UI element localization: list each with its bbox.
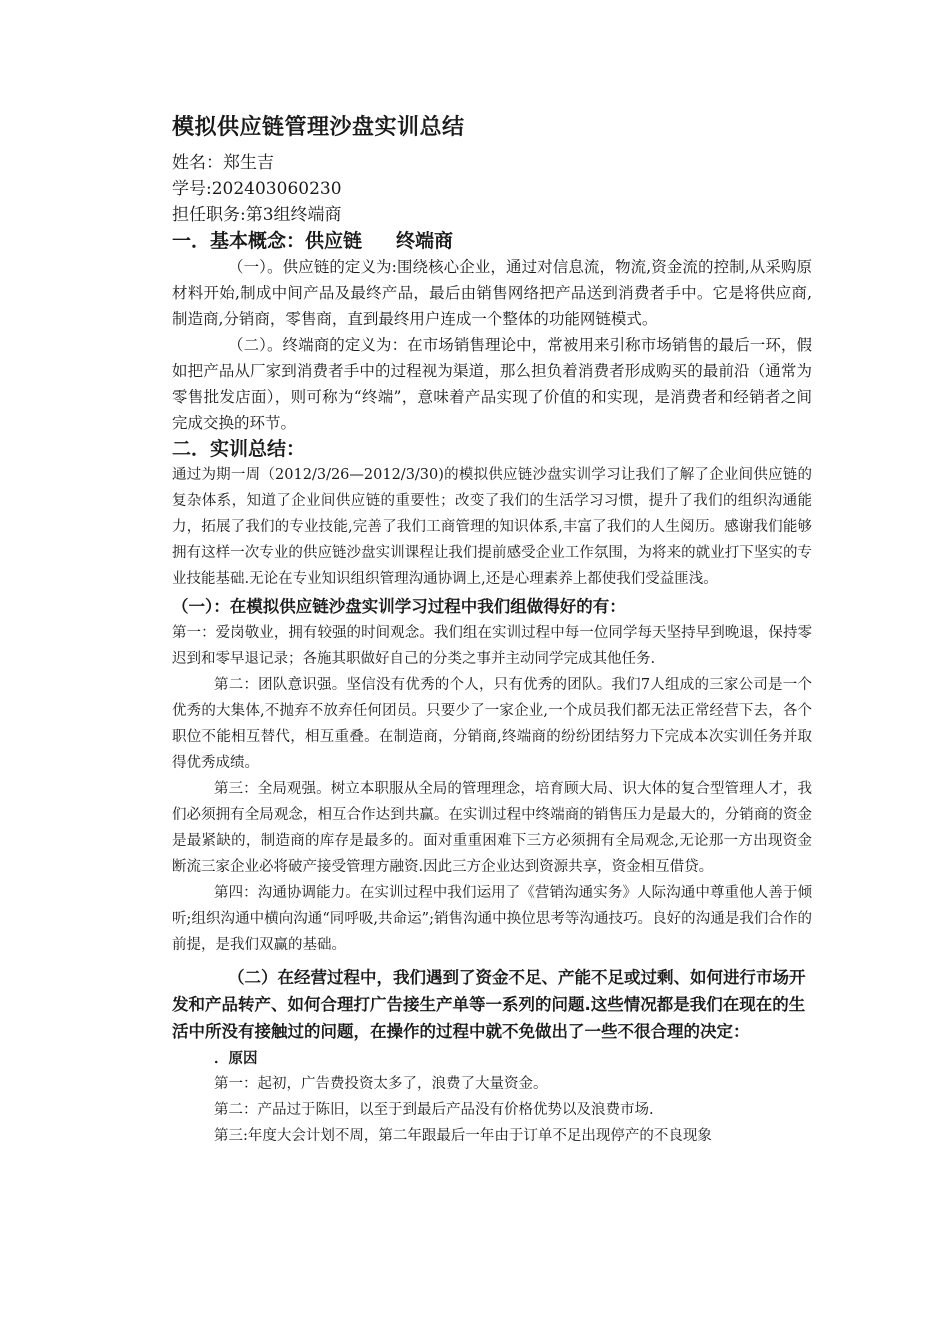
- strength-item-2: 第二：团队意识强。坚信没有优秀的个人，只有优秀的团队。我们7人组成的三家公司是一个优秀的大集体,不抛弃不放弃任何团员。只要少了一家企业,一个成员我们都无法正常经营下去，各个职位不能相互替代，相互重叠。在制造商，分销商,终端商的纷纷团结努力下完成本次实训任务并取得优秀成绩。: [172, 677, 812, 771]
- section1-heading-b: 终端商: [396, 230, 454, 252]
- cause-heading: ．原因: [214, 1051, 258, 1067]
- author-name: 姓名：郑生吉: [172, 153, 274, 173]
- student-id: 学号:202403060230: [172, 179, 342, 199]
- role: 担任职务:第3组终端商: [172, 205, 342, 225]
- cause-item-3: 第三:年度大会计划不周，第二年跟最后一年由于订单不足出现停产的不良现象: [214, 1128, 712, 1144]
- section1-heading: [172, 228, 812, 254]
- section1-heading-a: 一．基本概念：供应链: [172, 230, 363, 252]
- subsection2-heading: （二）在经营过程中，我们遇到了资金不足、产能不足或过剩、如何进行市场开发和产品转产、如何合理打广告接生产单等一系列的问题.这些情况都是我们在现在的生活中所没有接触过的问题，在操作的过程中就不免做出了一些不很合理的决定：: [172, 968, 806, 1041]
- subsection1-heading: （一）：在模拟供应链沙盘实训学习过程中我们组做得好的有：: [172, 597, 626, 616]
- document-title: 模拟供应链管理沙盘实训总结: [172, 115, 465, 140]
- section2-heading: 二．实训总结：: [172, 438, 306, 460]
- document-page: [172, 112, 812, 1149]
- cause-item-2: 第二：产品过于陈旧，以至于到最后产品没有价格优势以及浪费市场.: [214, 1102, 654, 1118]
- strength-item-4: 第四：沟通协调能力。在实训过程中我们运用了《营销沟通实务》人际沟通中尊重他人善于倾听;组织沟通中横向沟通“同呼吸,共命运”;销售沟通中换位思考等沟通技巧。良好的沟通是我们合作的前提，是我们双赢的基础。: [172, 885, 812, 953]
- cause-item-1: 第一：起初，广告费投资太多了，浪费了大量资金。: [214, 1076, 548, 1092]
- training-intro: 通过为期一周（2012/3/26—2012/3/30)的模拟供应链沙盘实训学习让我们了解了企业间供应链的复杂体系，知道了企业间供应链的重要性；改变了我们的生活学习习惯，提升了我们的组织沟通能力，拓展了我们的专业技能,完善了我们工商管理的知识体系,丰富了我们的人生阅历。感谢我们能够拥有这样一次专业的供应链沙盘实训课程让我们提前感受企业工作氛围，为将来的就业打下坚实的专业技能基础.无论在专业知识组织管理沟通协调上,还是心理素养上都使我们受益匪浅。: [172, 467, 812, 587]
- strength-item-3: 第三：全局观强。树立本职服从全局的管理理念，培育顾大局、识大体的复合型管理人才，我们必须拥有全局观念，相互合作达到共赢。在实训过程中终端商的销售压力是最大的，分销商的资金是最紧缺的，制造商的库存是最多的。面对重重困难下三方必须拥有全局观念,无论那一方出现资金断流三家企业必将破产接受管理方融资.因此三方企业达到资源共享，资金相互借贷。: [172, 781, 812, 875]
- definition-supply-chain: （一）。供应链的定义为:围绕核心企业，通过对信息流，物流,资金流的控制,从采购原材料开始,制成中间产品及最终产品，最后由销售网络把产品送到消费者手中。它是将供应商,制造商,分销商，零售商，直到最终用户连成一个整体的功能网链模式。: [172, 258, 812, 328]
- strength-item-1: 第一：爱岗敬业，拥有较强的时间观念。我们组在实训过程中每一位同学每天坚持早到晚退，保持零迟到和零早退记录；各施其职做好自己的分类之事并主动同学完成其他任务.: [172, 625, 812, 667]
- definition-terminal: （二）。终端商的定义为：在市场销售理论中，常被用来引称市场销售的最后一环，假如把产品从厂家到消费者手中的过程视为渠道，那么担负着消费者形成购买的最前沿（通常为零售批发店面），则可称为“终端”，意味着产品实现了价值的和实现，是消费者和经销者之间完成交换的环节。: [172, 336, 812, 432]
